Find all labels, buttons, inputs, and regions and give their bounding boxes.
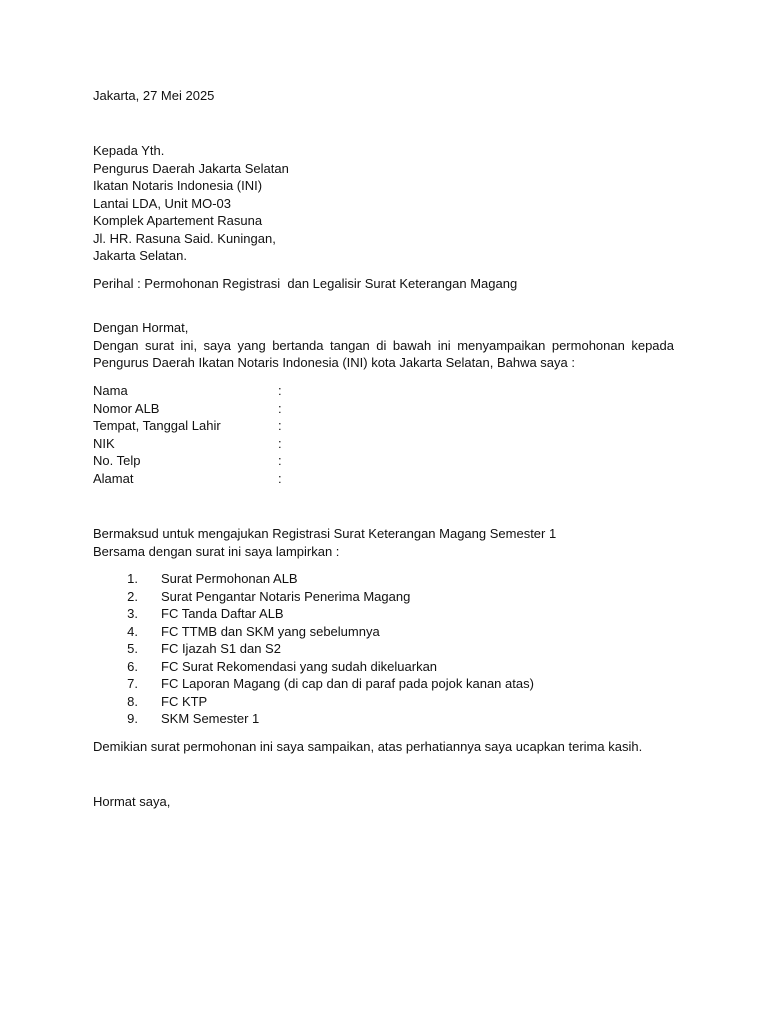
list-text: Surat Permohonan ALB <box>161 571 298 586</box>
list-number: 8. <box>127 693 138 709</box>
list-number: 5. <box>127 641 138 656</box>
field-label: NIK <box>93 435 115 451</box>
list-text: FC Laporan Magang (di cap dan di paraf pada pojok kanan atas) <box>161 676 534 691</box>
field-label: Nama <box>93 383 128 398</box>
field-label: Alamat <box>93 470 134 486</box>
list-item <box>115 570 696 588</box>
recipient-line: Pengurus Daerah Jakarta Selatan <box>93 160 289 176</box>
recipient-salutation: Kepada Yth. <box>93 143 165 158</box>
field-colon: : <box>278 383 282 398</box>
identity-fields <box>93 382 674 487</box>
signoff-text: Hormat saya, <box>93 794 171 809</box>
purpose-line: Bersama dengan surat ini saya lampirkan : <box>93 543 340 559</box>
list-item <box>115 640 696 658</box>
field-colon: : <box>278 418 282 433</box>
field-row-nomor-alb <box>93 400 674 418</box>
list-item <box>115 658 696 676</box>
greeting: Dengan Hormat, <box>93 320 189 335</box>
list-text: FC Ijazah S1 dan S2 <box>161 641 281 656</box>
list-text: Surat Pengantar Notaris Penerima Magang <box>161 588 411 604</box>
list-item <box>115 588 696 606</box>
field-colon: : <box>278 400 282 416</box>
list-text: FC TTMB dan SKM yang sebelumnya <box>161 623 380 639</box>
recipient-line: Komplek Apartement Rasuna <box>93 213 263 228</box>
list-number: 4. <box>127 623 138 639</box>
list-number: 1. <box>127 571 138 586</box>
list-item <box>115 693 696 711</box>
place-date-text: Jakarta, 27 Mei 2025 <box>93 88 215 103</box>
purpose-line: Bermaksud untuk mengajukan Registrasi Surat Keterangan Magang Semester 1 <box>93 526 557 541</box>
intro-line: Dengan surat ini, saya yang bertanda tangan di bawah ini menyampaikan permohonan kepada <box>93 337 674 353</box>
list-item <box>115 623 696 641</box>
subject-text: Perihal : Permohonan Registrasi dan Legalisir Surat Keterangan Magang <box>93 276 518 291</box>
list-text: FC Tanda Daftar ALB <box>161 606 284 621</box>
list-item <box>115 710 696 728</box>
recipient-block <box>93 142 674 265</box>
place-date <box>93 87 674 105</box>
purpose-paragraph <box>93 525 674 560</box>
list-item <box>115 675 696 693</box>
recipient-line: Jl. HR. Rasuna Said. Kuningan, <box>93 230 276 246</box>
field-row-alamat <box>93 470 674 488</box>
field-colon: : <box>278 470 282 486</box>
opening-paragraph <box>93 319 674 372</box>
closing-paragraph <box>93 738 674 756</box>
field-row-no-telp <box>93 452 674 470</box>
field-label: Tempat, Tanggal Lahir <box>93 418 221 433</box>
signoff <box>93 793 674 811</box>
list-text: SKM Semester 1 <box>161 711 260 726</box>
field-colon: : <box>278 435 282 451</box>
field-row-nik <box>93 435 674 453</box>
field-label: Nomor ALB <box>93 400 160 416</box>
list-number: 6. <box>127 658 138 674</box>
closing-text: Demikian surat permohonan ini saya sampaikan, atas perhatiannya saya ucapkan terima kasih. <box>93 739 643 754</box>
intro-line: Pengurus Daerah Ikatan Notaris Indonesia (INI) kota Jakarta Selatan, Bahwa saya : <box>93 355 575 370</box>
recipient-line: Jakarta Selatan. <box>93 248 187 263</box>
list-text: FC Surat Rekomendasi yang sudah dikeluarkan <box>161 658 438 674</box>
list-item <box>115 605 696 623</box>
recipient-line: Lantai LDA, Unit MO-03 <box>93 195 232 211</box>
list-number: 7. <box>127 676 138 691</box>
list-number: 2. <box>127 588 138 604</box>
field-row-tempat-tanggal-lahir <box>93 417 674 435</box>
list-number: 3. <box>127 606 138 621</box>
attachments-list <box>115 570 696 728</box>
field-row-nama <box>93 382 674 400</box>
subject-line <box>93 275 674 293</box>
recipient-line: Ikatan Notaris Indonesia (INI) <box>93 178 263 193</box>
list-number: 9. <box>127 711 138 726</box>
field-label: No. Telp <box>93 453 141 468</box>
list-text: FC KTP <box>161 693 208 709</box>
field-colon: : <box>278 453 282 468</box>
